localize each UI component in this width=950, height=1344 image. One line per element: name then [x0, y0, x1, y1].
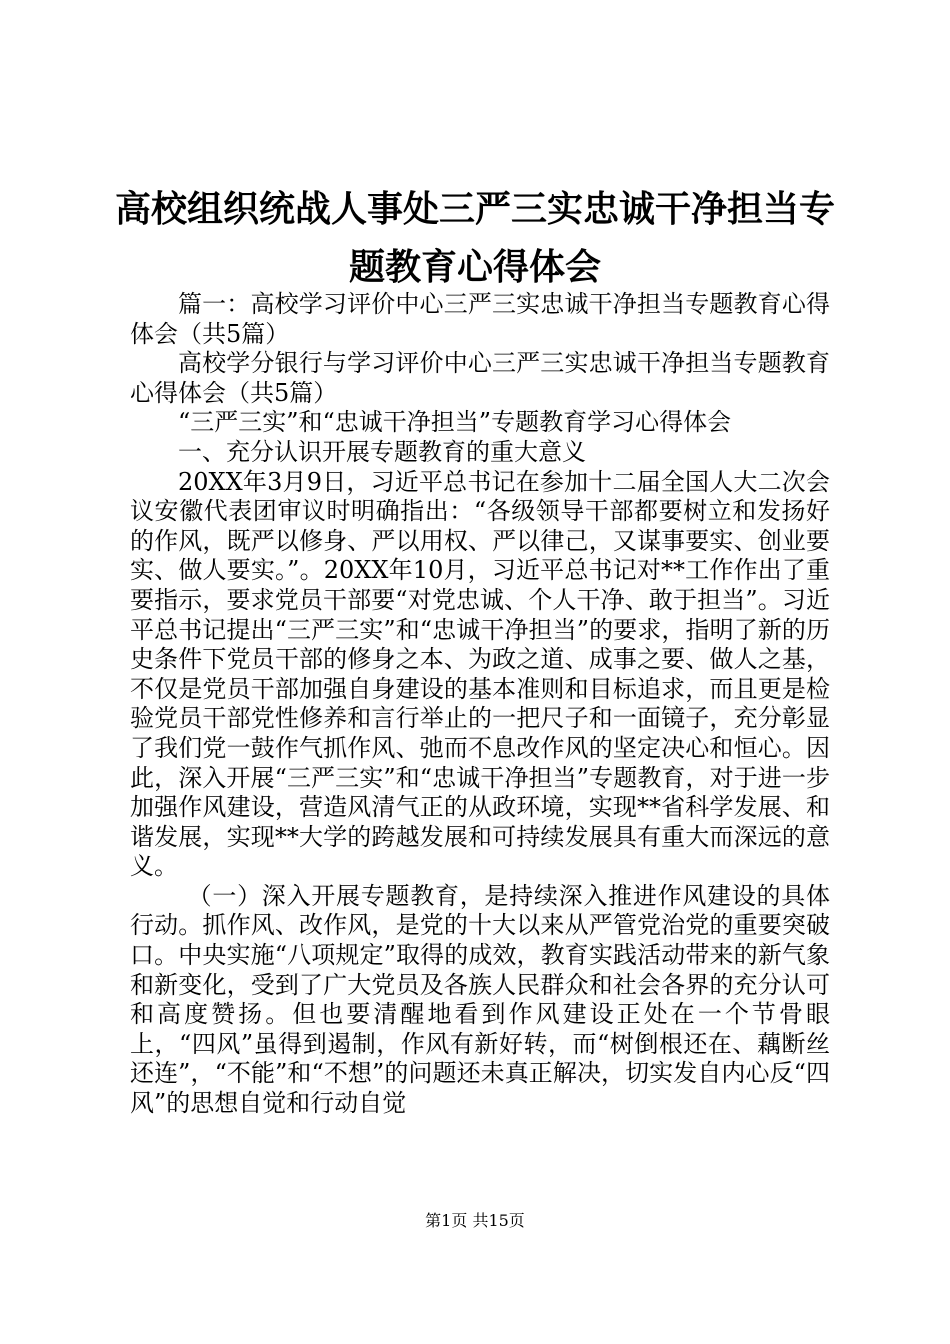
document-body	[130, 290, 830, 1119]
paragraph-body-1: 20XX年3月9日，习近平总书记在参加十二届全国人大二次会议安徽代表团审议时明确指出：“各级领导干部都要树立和发扬好的作风，既严以修身、严以用权、严以律己，又谋事要实、创业要实、做人要实。”。20XX年10月，习近平总书记对**工作作出了重要指示，要求党员干部要“对党忠诚、个人干净、敢于担当”。习近平总书记提出“三严三实”和“忠诚干净担当”的要求，指明了新的历史条件下党员干部的修身之本、为政之道、成事之要、做人之基，不仅是党员干部加强自身建设的基本准则和目标追求，而且更是检验党员干部党性修养和言行举止的一把尺子和一面镜子，充分彰显了我们党一鼓作气抓作风、弛而不息改作风的坚定决心和恒心。因此，深入开展“三严三实”和“忠诚干净担当”专题教育，对于进一步加强作风建设，营造风清气正的从政环境，实现**省科学发展、和谐发展，实现**大学的跨越发展和可持续发展具有重大而深远的意义。	[130, 467, 830, 881]
paragraph-subtitle: 高校学分银行与学习评价中心三严三实忠诚干净担当专题教育心得体会（共5篇）	[130, 349, 830, 407]
document-title: 高校组织统战人事处三严三实忠诚干净担当专题教育心得体会	[114, 188, 835, 288]
paragraph-article-title: “三严三实”和“忠诚干净担当”专题教育学习心得体会	[178, 408, 732, 437]
paragraph-chapter-heading: 篇一：高校学习评价中心三严三实忠诚干净担当专题教育心得体会（共5篇）	[130, 290, 830, 348]
paragraph-body-2: （一）深入开展专题教育，是持续深入推进作风建设的具体行动。抓作风、改作风，是党的十大以来从严管党治党的重要突破口。中央实施“八项规定”取得的成效，教育实践活动带来的新气象和新变化，受到了广大党员及各族人民群众和社会各界的充分认可和高度赞扬。但也要清醒地看到作风建设正处在一个节骨眼上，“四风”虽得到遏制，作风有新好转，而“树倒根还在、藕断丝还连”，“不能”和“不想”的问题还未真正解决，切实发自内心反“四风”的思想自觉和行动自觉	[130, 881, 830, 1118]
page-footer: 第1页 共15页	[425, 1211, 525, 1230]
paragraph-section-heading: 一、充分认识开展专题教育的重大意义	[178, 437, 586, 466]
